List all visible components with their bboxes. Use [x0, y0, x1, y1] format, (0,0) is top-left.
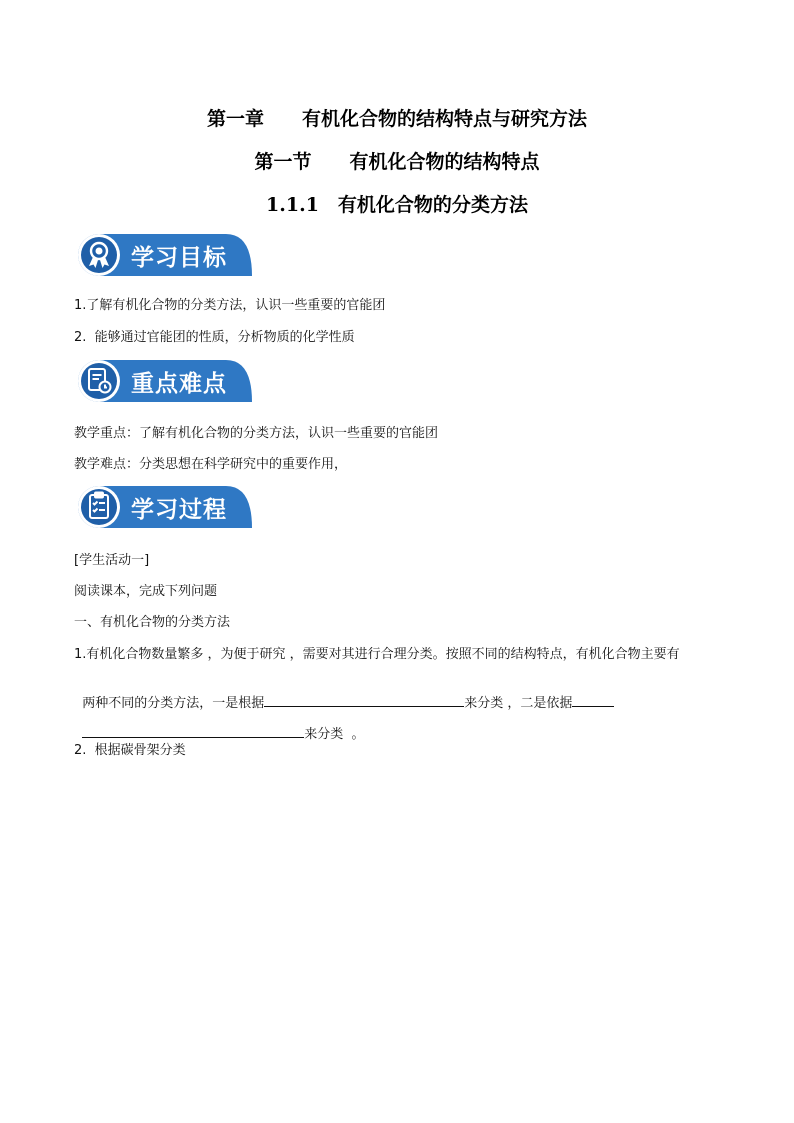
fill-blank-2-start[interactable]	[572, 693, 614, 707]
keypoints-banner-label: 重点难点	[131, 370, 227, 397]
goals-banner-label: 学习目标	[131, 244, 227, 271]
paragraph-line-1: 1.有机化合物数量繁多 ，为便于研究 ，需要对其进行合理分类。按照不同的结构特点，有机化合物主要有	[74, 647, 680, 662]
teaching-focus: 教学重点：了解有机化合物的分类方法，认识一些重要的官能团	[74, 426, 439, 441]
paragraph-line-2	[74, 677, 614, 711]
process-banner-label: 学习过程	[131, 496, 227, 523]
paragraph-line-3-end: 来分类 。	[304, 727, 365, 742]
goal-item-1: 1.了解有机化合物的分类方法，认识一些重要的官能团	[74, 298, 386, 313]
goals-banner	[76, 232, 252, 278]
paragraph-line-3	[74, 708, 365, 742]
process-banner	[76, 484, 252, 530]
fill-blank-1[interactable]	[264, 693, 464, 707]
keypoints-banner	[76, 358, 252, 404]
lesson-title: 1.1.1 有机化合物的分类方法	[266, 194, 528, 216]
activity-label: [学生活动一]	[74, 553, 150, 568]
section-title: 第一节 有机化合物的结构特点	[254, 151, 540, 173]
paragraph-line-2-middle: 来分类 ，二是依据	[464, 696, 573, 711]
goal-item-2: 2. 能够通过官能团的性质，分析物质的化学性质	[74, 330, 355, 345]
carbon-skeleton-item: 2. 根据碳骨架分类	[74, 743, 186, 758]
reading-instruction: 阅读课本，完成下列问题	[74, 584, 218, 599]
paragraph-line-2-start: 两种不同的分类方法，一是根据	[82, 696, 265, 711]
fill-blank-2-end[interactable]	[82, 724, 304, 738]
teaching-difficulty: 教学难点：分类思想在科学研究中的重要作用，	[74, 457, 348, 472]
chapter-title: 第一章 有机化合物的结构特点与研究方法	[206, 108, 587, 130]
section-heading: 一、有机化合物的分类方法	[74, 615, 231, 630]
